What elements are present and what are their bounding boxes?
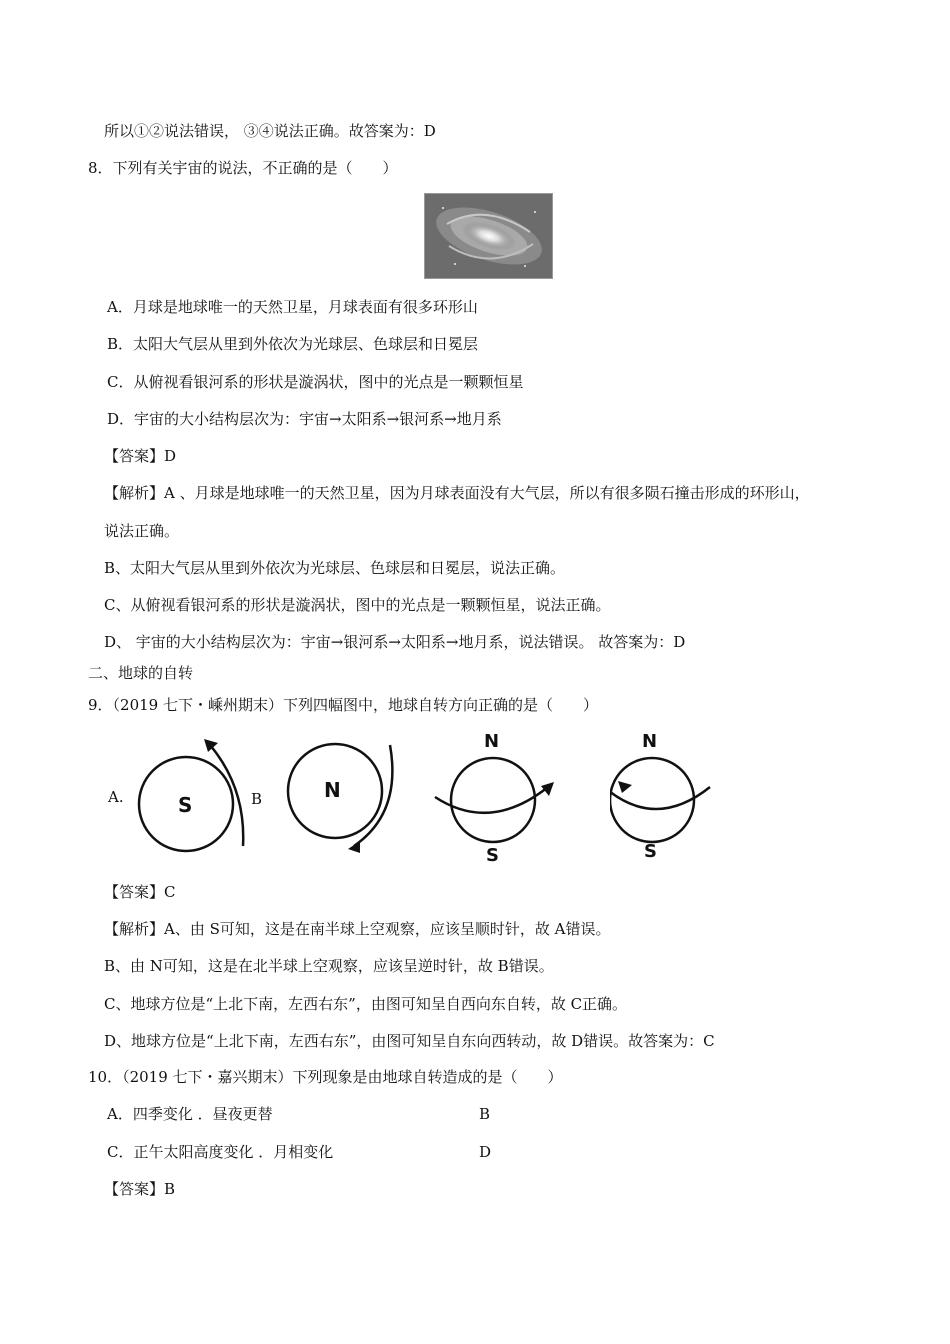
- figure-a-b-label: B: [251, 790, 263, 808]
- question-10-answer: 【答案】B: [104, 1180, 176, 1198]
- question-8-stem: 8．下列有关宇宙的说法，不正确的是（ ）: [88, 159, 398, 177]
- question-9-analysis-c: C、地球方位是“上北下南，左西右东”，由图可知呈自西向东自转，故 C正确。: [104, 995, 628, 1013]
- section-title: 二、地球的自转: [88, 664, 194, 682]
- figure-b-north-view: [280, 733, 410, 863]
- galaxy-image: [424, 193, 553, 279]
- question-10-option-d-letter: D: [479, 1143, 492, 1161]
- figure-d-s-label: S: [644, 841, 657, 862]
- question-10-stem: 10．（2019 七下・嘉兴期末）下列现象是由地球自转造成的是（ ）: [88, 1068, 563, 1086]
- prev-conclusion: 所以①②说法错误， ③④说法正确。故答案为：D: [104, 122, 436, 140]
- question-8-analysis-a-cont: 说法正确。: [104, 522, 180, 540]
- figure-c-s-label: S: [486, 845, 499, 866]
- question-8-analysis-b: B、太阳大气层从里到外依次为光球层、色球层和日冕层，说法正确。: [104, 559, 566, 577]
- question-10-option-a: A．四季变化 ．昼夜更替: [107, 1105, 273, 1123]
- question-8-analysis-d: D、 宇宙的大小结构层次为：宇宙→银河系→太阳系→地月系，说法错误。 故答案为：D: [104, 633, 686, 651]
- question-9-analysis-a: 【解析】A、由 S可知，这是在南半球上空观察，应该呈顺时针，故 A错误。: [104, 920, 611, 938]
- question-8-option-b: B．太阳大气层从里到外依次为光球层、色球层和日冕层: [107, 335, 479, 353]
- question-8-analysis-c: C、从俯视看银河系的形状是漩涡状，图中的光点是一颗颗恒星，说法正确。: [104, 596, 611, 614]
- figure-c-side-view: [430, 755, 570, 855]
- question-9-analysis-b: B、由 N可知，这是在北半球上空观察，应该呈逆时针，故 B错误。: [104, 957, 554, 975]
- figure-a-label: A.: [108, 788, 124, 806]
- figure-a-s-label: S: [178, 793, 193, 817]
- figure-c-n-label: N: [484, 731, 500, 752]
- question-8-answer: 【答案】D: [104, 447, 177, 465]
- question-8-option-a: A．月球是地球唯一的天然卫星，月球表面有很多环形山: [107, 298, 478, 316]
- question-8-option-c: C．从俯视看银河系的形状是漩涡状，图中的光点是一颗颗恒星: [107, 373, 524, 391]
- question-8-analysis-a: 【解析】A 、月球是地球唯一的天然卫星，因为月球表面没有大气层，所以有很多陨石撞击形成的环形山，: [104, 484, 810, 502]
- figure-d-n-label: N: [642, 731, 658, 752]
- question-9-stem: 9．（2019 七下・嵊州期末）下列四幅图中，地球自转方向正确的是（ ）: [88, 696, 598, 714]
- question-9-analysis-d: D、地球方位是“上北下南，左西右东”，由图可知呈自东向西转动，故 D错误。故答案为：C: [104, 1032, 715, 1050]
- question-10-option-b-letter: B: [479, 1105, 491, 1123]
- figure-a-south-view: [128, 733, 258, 863]
- figure-b-n-label: N: [324, 778, 341, 802]
- question-10-option-c: C．正午太阳高度变化 ．月相变化: [107, 1143, 334, 1161]
- question-9-answer: 【答案】C: [104, 883, 176, 901]
- figure-d-side-view: [610, 755, 750, 855]
- question-8-option-d: D．宇宙的大小结构层次为：宇宙→太阳系→银河系→地月系: [107, 410, 502, 428]
